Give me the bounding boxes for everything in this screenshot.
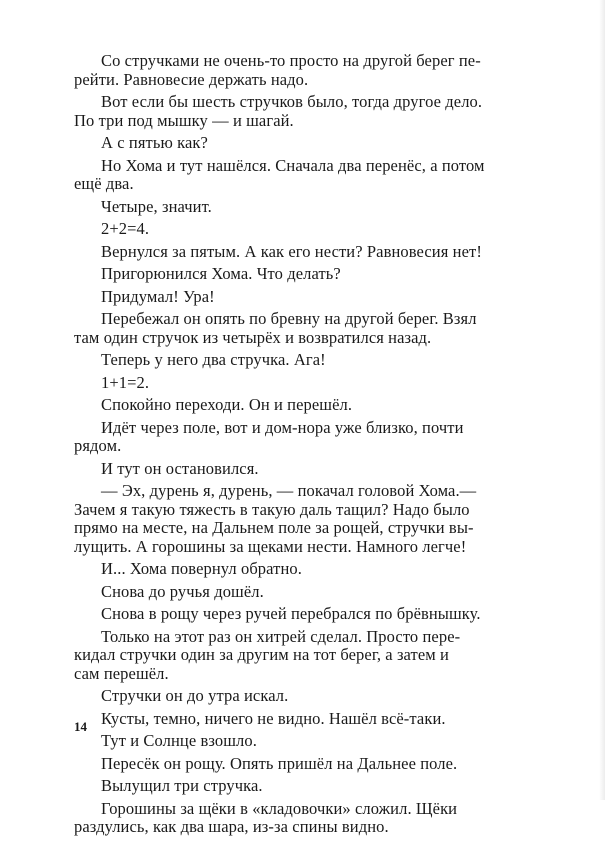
paragraph: Четыре, значит. xyxy=(101,196,212,216)
paragraph: Со стручками не очень-то просто на другой берег пе- рейти. Равновесие держать надо. xyxy=(74,51,481,89)
paragraph: Но Хома и тут нашёлся. Сначала два перенёс, а потом ещё два. xyxy=(74,155,485,193)
paragraph: Спокойно переходи. Он и перешёл. xyxy=(101,395,353,414)
paragraph: Кусты, темно, ничего не видно. Нашёл всё-таки. xyxy=(101,708,446,728)
paragraph: Стручки он до утра искал. xyxy=(101,686,289,705)
paragraph: 2+2=4. xyxy=(101,219,150,238)
paragraph: Пересёк он рощу. Опять пришёл на Дальнее поле. xyxy=(101,753,458,773)
paragraph: — Эх, дурень я, дурень, — покачал головой Хома.— Зачем я такую тяжесть в такую даль тащил? Надо было прямо на месте, на Дальнем поле за рощей, стручки вы- лущить. А горошины за щеками нести. Намного легче! xyxy=(74,481,477,556)
paragraph: Пригорюнился Хома. Что делать? xyxy=(101,264,341,283)
page-edge-shadow xyxy=(599,0,605,800)
paragraph: Перебежал он опять по бревну на другой берег. Взял там один стручок из четырёх и возвратился назад. xyxy=(74,309,477,347)
paragraph: Снова в рощу через ручей перебрался по брёвнышку. xyxy=(101,604,481,623)
paragraph: Вот если бы шесть стручков было, тогда другое дело. По три под мышку — и шагай. xyxy=(74,92,483,130)
paragraph: Вернулся за пятым. А как его нести? Равновесия нет! xyxy=(101,241,482,261)
paragraph: Только на этот раз он хитрей сделал. Просто пере- кидал стручки один за другим на тот берег, а затем и сам перешёл. xyxy=(74,626,461,683)
paragraph: Горошины за щёки в «кладовочки» сложил. Щёки раздулись, как два шара, из-за спины видно. xyxy=(74,798,458,836)
paragraph: Вылущил три стручка. xyxy=(101,776,263,795)
paragraph: Тут и Солнце взошло. xyxy=(101,731,257,750)
body-text xyxy=(74,52,550,841)
paragraph: А с пятью как? xyxy=(101,133,208,152)
page-number: 14 xyxy=(74,719,87,734)
paragraph: Придумал! Ура! xyxy=(101,286,215,306)
paragraph: И тут он остановился. xyxy=(101,458,259,478)
paragraph: 1+1=2. xyxy=(101,372,150,392)
paragraph: Идёт через поле, вот и дом-нора уже близко, почти рядом. xyxy=(74,417,464,455)
paragraph: И... Хома повернул обратно. xyxy=(101,559,302,578)
paragraph: Теперь у него два стручка. Ага! xyxy=(101,350,326,369)
paragraph: Снова до ручья дошёл. xyxy=(101,581,264,601)
